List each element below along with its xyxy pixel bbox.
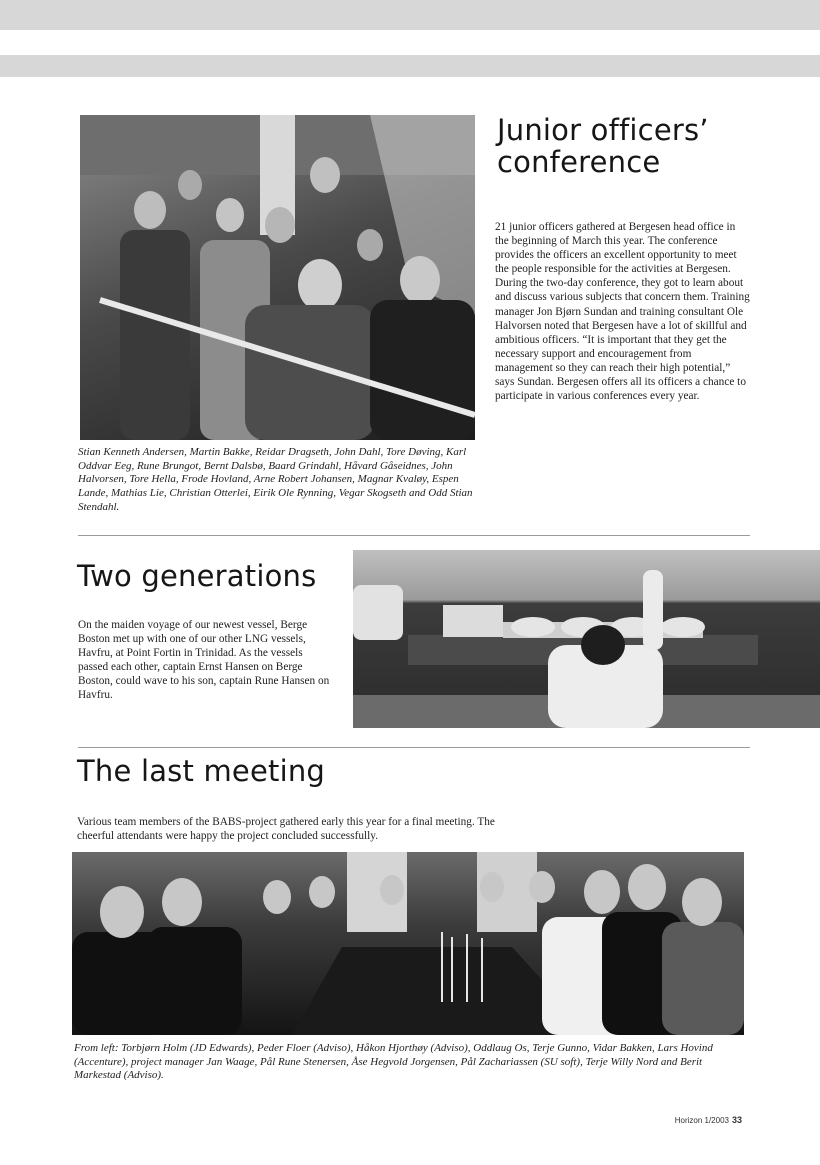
- publication-name: Horizon 1/2003: [674, 1116, 729, 1125]
- meeting-group-photo: [72, 852, 744, 1035]
- section-divider: [78, 747, 750, 748]
- photo-caption-meeting: From left: Torbjørn Holm (JD Edwards), Peder Floer (Adviso), Håkon Hjorthøy (Adviso), Oddlaug Os, Terje Gunno, Vidar Bakken, Lars Hovind (Accenture), project manager Jan Waage, Pål Rune Stenersen, Åse Hegvold Jorgensen, Pål Zachariassen (SU soft), Terje Willy Nord and Berit Markestad (Adviso).: [74, 1042, 713, 1082]
- page-number: 33: [731, 1115, 742, 1125]
- page-footer: [675, 1115, 742, 1125]
- article-heading-two-generations: Two generations: [77, 559, 317, 593]
- article-heading-conference: Junior officers’ conference: [497, 113, 709, 180]
- photo-caption-conference: Stian Kenneth Andersen, Martin Bakke, Reidar Dragseth, John Dahl, Tore Døving, Karl Oddvar Eeg, Rune Brungot, Bernt Dalsbø, Baard Grindahl, Håvard Gåseidnes, John Halvorsen, Tore Hella, Frode Hovland, Arne Robert Johansen, Magnar Kvaløy, Espen Lande, Mathias Lie, Christian Otterlei, Eirik Ole Rynning, Vegar Skogseth and Odd Stian Stendahl.: [78, 446, 473, 513]
- vessel-photo: [353, 550, 820, 728]
- article-body-two-generations: On the maiden voyage of our newest vessel, Berge Boston met up with one of our other LNG vessels, Havfru, at Point Fortin in Trinidad. As the vessels passed each other, captain Ernst Hansen on Berge Boston, could wave to his son, captain Rune Hansen on Havfru.: [78, 619, 330, 702]
- section-divider: [78, 535, 750, 536]
- conference-group-photo: [80, 115, 475, 440]
- header-band: [0, 0, 820, 30]
- header-sub-band: [0, 55, 820, 77]
- article-intro-last-meeting: Various team members of the BABS-project gathered early this year for a final meeting. The cheerful attendants were happy the project concluded successfully.: [77, 816, 495, 843]
- article-heading-last-meeting: The last meeting: [77, 754, 326, 788]
- article-body-conference: 21 junior officers gathered at Bergesen head office in the beginning of March this year. The conference provides the officers an excellent opportunity to meet the people responsible for the activities at Bergesen. During the two-day conference, they got to learn about and discuss various subjects that concern them. Training manager Jon Bjørn Sundan and training consultant Ole Halvorsen noted that Bergesen have a lot of skillful and ambitious officers. “It is important that they get the necessary support and encouragement from management so they can reach their high potential,” says Sundan. Bergesen offers all its officers a chance to participate in various conferences every year.: [495, 221, 750, 403]
